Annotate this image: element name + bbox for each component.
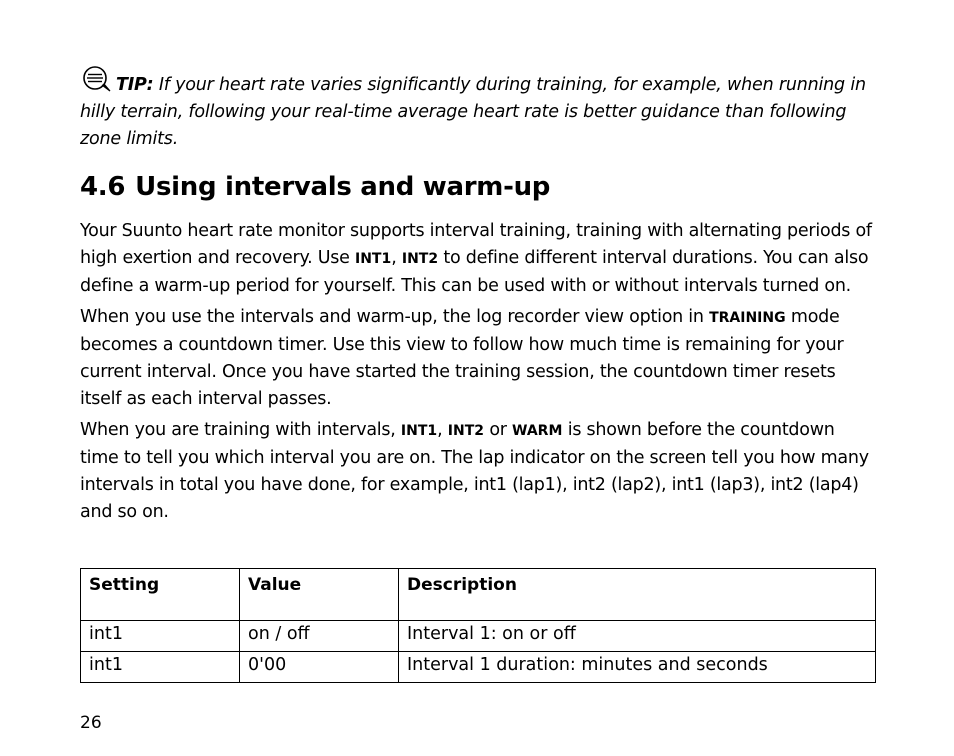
cell-description: Interval 1: on or off — [399, 621, 876, 652]
cell-value: on / off — [240, 621, 399, 652]
section-title: Using intervals and warm-up — [135, 172, 551, 202]
section-number: 4.6 — [80, 172, 126, 202]
cell-setting: int1 — [81, 652, 240, 683]
text-run: Your Suunto heart rate monitor supports interval training, training with alternating periods of high exertion and recovery. Use — [80, 221, 872, 268]
keyword-int2: INT2 — [401, 251, 439, 267]
tip-text: If your heart rate varies significantly during training, for example, when running in hilly terrain, following your real-time average heart rate is better guidance than following zone limits. — [80, 75, 866, 149]
text-run: mode becomes a countdown timer. Use this view to follow how much time is remaining for your current interval. Once you have started the training session, the countdown timer resets itself as each interval passes. — [80, 307, 844, 409]
cell-description: Interval 1 duration: minutes and seconds — [399, 652, 876, 683]
settings-table — [80, 568, 876, 683]
keyword-training: TRAINING — [709, 310, 786, 326]
tip-label: TIP: — [116, 75, 154, 95]
cell-value: 0'00 — [240, 652, 399, 683]
text-run: or — [484, 420, 513, 440]
paragraph-1 — [80, 218, 876, 300]
header-description: Description — [399, 569, 876, 621]
table-row — [81, 621, 876, 652]
keyword-int1: INT1 — [400, 423, 438, 439]
paragraph-3 — [80, 417, 876, 526]
tip-note-icon — [80, 66, 113, 92]
table-row — [81, 652, 876, 683]
table-header-row — [81, 569, 876, 621]
cell-setting: int1 — [81, 621, 240, 652]
tip-note — [80, 66, 876, 153]
header-setting: Setting — [81, 569, 240, 621]
text-run: to define different interval durations. You can also define a warm-up period for yourself. This can be used with or without intervals turned on. — [80, 248, 869, 296]
text-run: , — [391, 248, 402, 268]
text-run: When you are training with intervals, — [80, 420, 401, 440]
text-run: , — [437, 420, 448, 440]
keyword-warm: WARM — [512, 423, 563, 439]
text-run: When you use the intervals and warm-up, the log recorder view option in — [80, 307, 710, 327]
page-number: 26 — [80, 713, 102, 733]
body-text — [80, 218, 876, 530]
paragraph-2 — [80, 304, 876, 413]
text-run: is shown before the countdown time to tell you which interval you are on. The lap indicator on the screen tell you how many intervals in total you have done, for example, int1 (lap1), int2 (lap2), int1 (lap3), int2 (lap4) and so on. — [80, 420, 869, 522]
keyword-int1: INT1 — [355, 251, 392, 267]
keyword-int2: INT2 — [447, 423, 484, 439]
section-heading — [80, 172, 550, 202]
header-value: Value — [240, 569, 399, 621]
